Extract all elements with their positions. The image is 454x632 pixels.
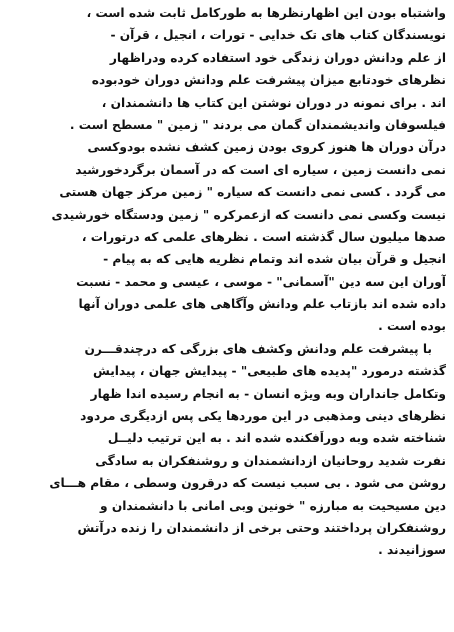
text-line: بوده است . [378, 319, 446, 334]
text-line: از علم ودانش دوران زندگی خود استفاده کرده ودراظهار [109, 50, 446, 65]
text-line: نمی دانست زمین ، سیاره ای است که در آسمان برگردخورشید [75, 162, 446, 177]
text-line: وتکامل جانداران وبه ویژه انسان - به انجام رسیده اندا ظهار [90, 386, 446, 401]
text-line: داده شده اند بازتاب علم ودانش وآگاهی های علمی دوران آنها [78, 297, 446, 312]
paragraph-first-line: با پیشرفت علم ودانش وکشف های بزرگی که درچندقـــرن [84, 341, 432, 356]
text-line: اند . برای نمونه در دوران نوشتن این کتاب ها دانشمندان ، [101, 95, 446, 110]
text-line: فیلسوفان واندیشمندان گمان می بردند " زمین " مسطح است . [69, 117, 446, 132]
text-line: نیست وکسی نمی دانست که ازعمرکره " زمین ودستگاه خورشیدی [51, 207, 446, 222]
text-line: انجیل و قرآن بیان شده اند وتمام نظریه هایی که به پیام - [103, 252, 446, 267]
text-line: روشنفکران پرداختند وحتی برخی از دانشمندان را زنده درآتش [77, 520, 446, 535]
text-line: نویسندگان کتاب های تک خدایی - تورات ، انجیل ، قرآن - [110, 28, 446, 43]
text-line: آوران این سه دین "آسمانی" - موسی ، عیسی و محمد - نسبت [76, 274, 446, 289]
text-line: شناخته شده وبه دوراَفکنده شده اند . به این ترتیب دلیــل [107, 431, 446, 446]
text-line: می گردد . کسی نمی دانست که سیاره " زمین مرکز جهان هستی [59, 185, 446, 200]
text-line: روشن می شود . بی سبب نیست که درقرون وسطی ، مقام هـــای [49, 476, 446, 491]
text-line: واشتباه بودن این اظهارنظرها به طورکامل ثابت شده است ، [86, 6, 446, 20]
text-line: نظرهای خودتابع میزان پیشرفت علم ودانش دوران خودبوده [91, 73, 446, 88]
text-line: گذشته درمورد "پدیده های طبیعی" - پیدایش جهان ، پیدایش [93, 364, 446, 379]
text-line: نظرهای دینی ومذهبی در این موردها یکی پس ازدیگری مردود [80, 409, 446, 424]
text-line: صدها میلیون سال گذشته است . نظرهای علمی که درتورات ، [81, 229, 446, 244]
text-line: درآن دوران ها هنوز کروی بودن زمین کشف نشده بودوکسی [87, 140, 446, 155]
text-line: نفرت شدید روحانیان ازدانشمندان و روشنفکران به سادگی [95, 453, 446, 468]
text-line: دین مسیحیت به مبارزه " خونین وبی امانی با دانشمندان و [100, 498, 446, 513]
body-text [6, 2, 446, 562]
text-line: سوزانیدند . [378, 543, 446, 558]
